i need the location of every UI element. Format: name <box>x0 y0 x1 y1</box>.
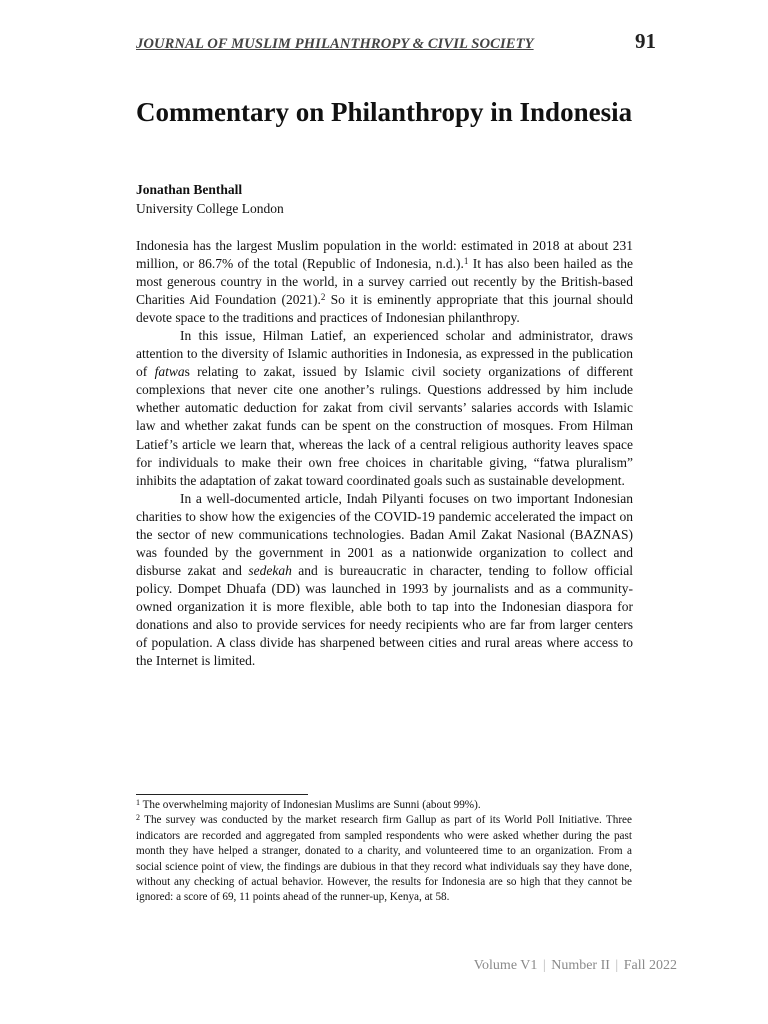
page-number: 91 <box>635 29 656 53</box>
footnote-ref-2[interactable]: 2 <box>320 292 326 303</box>
article-body <box>136 237 633 670</box>
paragraph-2-text-a: In this issue, Hilman Latief, an experienced scholar and administrator, draws attention to the diversity of Islamic authorities in Indonesia, as expressed in the publication of <box>136 328 633 380</box>
paragraph-1-text-b: It has also been hailed as the most generous country in the world, in a survey carried out recently by the British-based Charities Aid Foundation (2021). <box>136 256 633 308</box>
season-label: Fall 2022 <box>623 958 677 973</box>
paragraph-1 <box>136 237 633 327</box>
footnotes <box>136 798 632 906</box>
footnote-divider <box>136 794 308 795</box>
footnote-ref-1[interactable]: 1 <box>463 256 469 267</box>
footnote-number: 2 <box>136 813 140 823</box>
issue-info-footer <box>474 958 677 974</box>
footnote-2 <box>136 813 632 905</box>
author-affiliation: University College London <box>136 201 284 216</box>
journal-title: JOURNAL OF MUSLIM PHILANTHROPY & CIVIL SOCIETY <box>136 36 534 52</box>
footer-separator: | <box>615 958 619 973</box>
paragraph-2-italic-term: fatwa <box>154 364 185 380</box>
paragraph-2 <box>136 327 633 489</box>
paragraph-3-text-a: In a well-documented article, Indah Pilyanti focuses on two important Indonesian charities to show how the exigencies of the COVID-19 pandemic accelerated the impact on the sector of new communications technologies. Badan Amil Zakat Nasional (BAZNAS) was founded by the government in 2001 as a nationwide organization to collect and disburse zakat and <box>136 490 633 578</box>
author-name: Jonathan Benthall <box>136 182 243 197</box>
issue-number-label: Number II <box>551 958 610 973</box>
article-title: Commentary on Philanthropy in Indonesia <box>136 97 633 127</box>
paragraph-2-text-b: s relating to zakat, issued by Islamic civil society organizations of different complexions that never cite one another’s rulings. Questions addressed by him include whether automatic deduction for zakat from civil servants’ salaries accords with Islamic law and whether zakat funds can be spent on the construction of mosques. From Hilman Latief’s article we learn that, whereas the lack of a central religious authority leaves space for individuals to make their own free choices in charitable giving, “fatwa pluralism” inhibits the adaptation of zakat toward coordinated goals such as sustainable development. <box>136 364 634 488</box>
paragraph-1-text-c: So it is eminently appropriate that this journal should devote space to the traditions and practices of Indonesian philanthropy. <box>136 292 633 326</box>
footer-separator: | <box>542 958 546 973</box>
footnote-1 <box>136 798 632 813</box>
footnote-text: The overwhelming majority of Indonesian Muslims are Sunni (about 99%). <box>140 799 481 811</box>
volume-label: Volume V1 <box>473 958 538 973</box>
paragraph-3-text-b: and is bureaucratic in character, tending to follow official policy. Dompet Dhuafa (DD) was launched in 1993 by journalists and as a community-owned organization it is more flexible, able both to tap into the Indonesian diaspora for donations and also to provide services for needy recipients who are far from larger centers of population. A class divide has sharpened between cities and rural areas where access to the Internet is limited. <box>136 562 633 669</box>
footnote-text: The survey was conducted by the market research firm Gallup as part of its World Poll Initiative. Three indicators are recorded and aggregated from sampled respondents who were asked whether during the past month they have helped a stranger, donated to a charity, and volunteered time to an organization. From a social science point of view, the findings are dubious in that they record what individuals say they have done, without any checking of actual behavior. However, the results for Indonesia are so high that they cannot be ignored: a score of 69, 11 points ahead of the runner-up, Kenya, at 58. <box>136 814 632 904</box>
paragraph-3-italic-term: sedekah <box>248 562 292 578</box>
paragraph-1-text-a: Indonesia has the largest Muslim population in the world: estimated in 2018 at about 231 million, or 86.7% of the total (Republic of Indonesia, n.d.). <box>136 238 633 272</box>
paragraph-3 <box>136 490 633 670</box>
footnote-number: 1 <box>136 798 140 807</box>
running-header <box>136 29 656 55</box>
